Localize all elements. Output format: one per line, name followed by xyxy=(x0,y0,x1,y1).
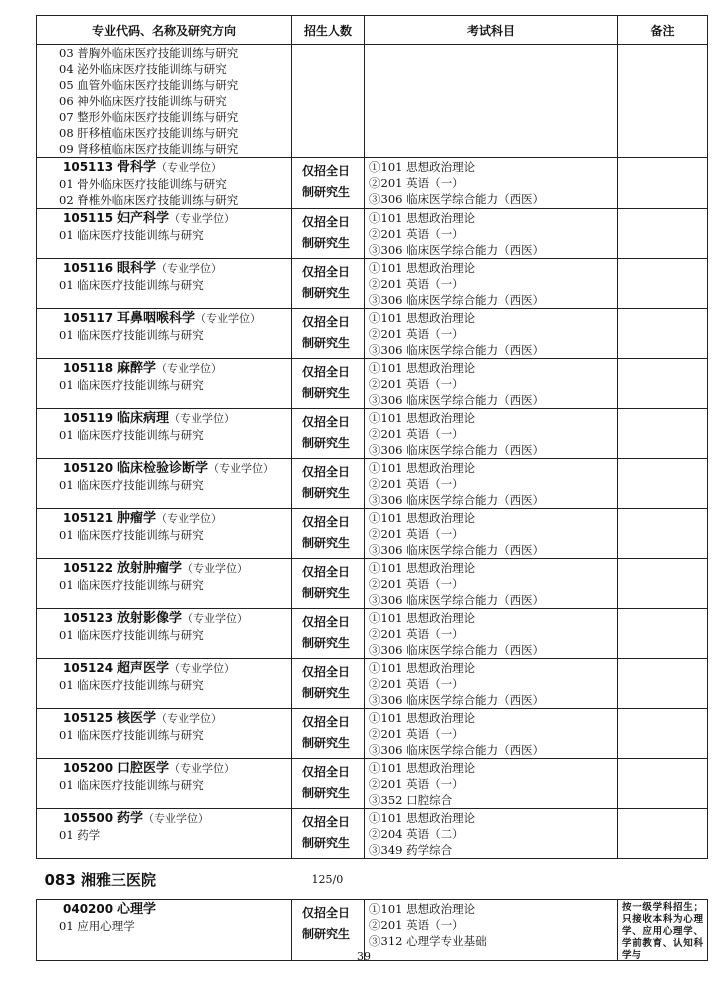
exam-cell xyxy=(365,609,618,659)
direction-line: 01 临床医疗技能训练与研究 xyxy=(59,478,204,492)
major-heading xyxy=(37,900,291,918)
enroll-text xyxy=(292,209,364,254)
exam-item: ①101 思想政治理论 xyxy=(369,661,476,675)
exam-item: ③306 临床医学综合能力（西医） xyxy=(369,543,545,557)
direction-line: 01 临床医疗技能训练与研究 xyxy=(59,778,204,792)
note-cell xyxy=(618,359,708,409)
exam-item: ③349 药学综合 xyxy=(369,843,453,857)
exam-cell xyxy=(365,559,618,609)
enroll-line: 制研究生 xyxy=(302,786,351,800)
major-type: （专业学位） xyxy=(155,262,222,275)
direction-line: 01 骨外临床医疗技能训练与研究 xyxy=(59,177,227,191)
table-row-major xyxy=(37,409,708,459)
enroll-cell xyxy=(292,209,365,259)
major-heading xyxy=(37,609,291,627)
enroll-line: 制研究生 xyxy=(302,736,351,750)
major-heading xyxy=(37,759,291,777)
enroll-cell xyxy=(292,459,365,509)
enroll-line: 制研究生 xyxy=(302,486,351,500)
exam-item: ②201 英语（一） xyxy=(369,277,464,291)
direction-line: 06 神外临床医疗技能训练与研究 xyxy=(59,94,227,108)
major-code: 105121 xyxy=(63,511,114,525)
major-heading xyxy=(37,409,291,427)
major-heading xyxy=(37,209,291,227)
major-type: （专业学位） xyxy=(181,612,248,625)
exam-item: ③306 临床医学综合能力（西医） xyxy=(369,243,545,257)
exam-item: ②201 英语（一） xyxy=(369,577,464,591)
exam-item: ③352 口腔综合 xyxy=(369,793,453,807)
major-code: 105123 xyxy=(63,611,114,625)
enroll-line: 制研究生 xyxy=(302,836,351,850)
exam-list xyxy=(365,659,617,708)
enroll-text xyxy=(292,709,364,754)
major-type: （专业学位） xyxy=(168,412,235,425)
major-type: （专业学位） xyxy=(194,312,261,325)
direction-line: 05 血管外临床医疗技能训练与研究 xyxy=(59,78,239,92)
exam-item: ③306 临床医学综合能力（西医） xyxy=(369,443,545,457)
note-cell xyxy=(618,209,708,259)
exam-list xyxy=(365,459,617,508)
direction-line: 01 临床医疗技能训练与研究 xyxy=(59,428,204,442)
major-cell xyxy=(37,609,292,659)
exam-item: ②204 英语（二） xyxy=(369,827,464,841)
exam-cell xyxy=(365,158,618,209)
exam-list xyxy=(365,509,617,558)
exam-cell xyxy=(365,409,618,459)
enroll-line: 仅招全日 xyxy=(302,215,351,229)
major-cell xyxy=(37,709,292,759)
direction-line: 01 临床医疗技能训练与研究 xyxy=(59,678,204,692)
exam-item: ③306 临床医学综合能力（西医） xyxy=(369,192,545,206)
note-cell xyxy=(618,659,708,709)
major-name: 耳鼻咽喉科学 xyxy=(116,311,195,326)
continued-directions-cell xyxy=(37,45,292,158)
major-heading xyxy=(37,509,291,527)
major-name: 核医学 xyxy=(116,711,156,726)
enroll-text xyxy=(292,809,364,854)
enroll-line: 制研究生 xyxy=(302,436,351,450)
exam-cell xyxy=(365,759,618,809)
enroll-cell xyxy=(292,559,365,609)
exam-item: ①101 思想政治理论 xyxy=(369,711,476,725)
school-row xyxy=(37,859,708,900)
exam-item: ③306 临床医学综合能力（西医） xyxy=(369,293,545,307)
major-name: 麻醉学 xyxy=(116,361,156,376)
major-heading xyxy=(37,359,291,377)
exam-item: ②201 英语（一） xyxy=(369,527,464,541)
major-name: 药学 xyxy=(116,811,143,826)
exam-cell xyxy=(365,659,618,709)
enroll-line: 仅招全日 xyxy=(302,815,351,829)
major-code: 105119 xyxy=(63,411,114,425)
direction-line: 01 临床医疗技能训练与研究 xyxy=(59,728,204,742)
exam-item: ③306 临床医学综合能力（西医） xyxy=(369,343,545,357)
major-heading xyxy=(37,559,291,577)
header-major: 专业代码、名称及研究方向 xyxy=(37,16,292,45)
exam-item: ③306 临床医学综合能力（西医） xyxy=(369,693,545,707)
enroll-text xyxy=(292,900,364,945)
major-name: 临床检验诊断学 xyxy=(116,461,208,476)
exam-list xyxy=(365,359,617,408)
exam-item: ③306 临床医学综合能力（西医） xyxy=(369,393,545,407)
exam-item: ①101 思想政治理论 xyxy=(369,611,476,625)
enroll-text xyxy=(292,259,364,304)
enroll-line: 仅招全日 xyxy=(302,465,351,479)
major-cell xyxy=(37,158,292,209)
exam-list xyxy=(365,158,617,207)
major-type: （专业学位） xyxy=(168,212,235,225)
major-name: 心理学 xyxy=(116,902,156,917)
direction-line: 01 临床医疗技能训练与研究 xyxy=(59,228,204,242)
major-cell xyxy=(37,659,292,709)
exam-item: ①101 思想政治理论 xyxy=(369,160,476,174)
school-name: 083 湘雅三医院 xyxy=(37,859,292,900)
major-heading xyxy=(37,259,291,277)
admissions-table xyxy=(36,15,708,961)
exam-item: ①101 思想政治理论 xyxy=(369,761,476,775)
document-page xyxy=(36,15,703,961)
major-code: 105122 xyxy=(63,561,114,575)
exam-cell xyxy=(365,45,618,158)
exam-item: ②201 英语（一） xyxy=(369,627,464,641)
enroll-text xyxy=(292,359,364,404)
exam-item: ①101 思想政治理论 xyxy=(369,902,476,916)
table-row-major xyxy=(37,659,708,709)
note-cell xyxy=(618,459,708,509)
exam-list xyxy=(365,900,617,949)
note-cell xyxy=(618,559,708,609)
enroll-text xyxy=(292,459,364,504)
note-cell xyxy=(618,609,708,659)
header-exams: 考试科目 xyxy=(365,16,618,45)
direction-line: 03 普胸外临床医疗技能训练与研究 xyxy=(59,46,239,60)
enroll-cell xyxy=(292,759,365,809)
exam-list xyxy=(365,409,617,458)
direction-line: 02 脊椎外临床医疗技能训练与研究 xyxy=(59,193,239,207)
enroll-text xyxy=(292,158,364,203)
enroll-text xyxy=(292,759,364,804)
major-name: 骨科学 xyxy=(116,160,156,175)
exam-list xyxy=(365,609,617,658)
exam-item: ①101 思想政治理论 xyxy=(369,561,476,575)
enroll-line: 制研究生 xyxy=(302,586,351,600)
page-number: 39 xyxy=(357,950,371,963)
major-cell xyxy=(37,509,292,559)
major-cell xyxy=(37,309,292,359)
exam-item: ②201 英语（一） xyxy=(369,327,464,341)
enroll-line: 制研究生 xyxy=(302,686,351,700)
direction-line: 01 临床医疗技能训练与研究 xyxy=(59,278,204,292)
major-name: 放射肿瘤学 xyxy=(116,561,182,576)
enroll-line: 仅招全日 xyxy=(302,615,351,629)
exam-cell xyxy=(365,309,618,359)
note-cell xyxy=(618,158,708,209)
enroll-cell xyxy=(292,709,365,759)
enroll-line: 仅招全日 xyxy=(302,715,351,729)
exam-list xyxy=(365,259,617,308)
exam-item: ②201 英语（一） xyxy=(369,918,464,932)
major-name: 妇产科学 xyxy=(116,211,169,226)
major-cell xyxy=(37,559,292,609)
direction-line: 01 临床医疗技能训练与研究 xyxy=(59,328,204,342)
major-type: （专业学位） xyxy=(207,462,274,475)
enroll-text xyxy=(292,309,364,354)
table-row-major xyxy=(37,809,708,859)
enroll-line: 仅招全日 xyxy=(302,415,351,429)
enroll-line: 仅招全日 xyxy=(302,265,351,279)
note-cell xyxy=(618,809,708,859)
direction-line: 07 整形外临床医疗技能训练与研究 xyxy=(59,110,239,124)
table-row-major xyxy=(37,609,708,659)
enroll-cell xyxy=(292,309,365,359)
exam-item: ①101 思想政治理论 xyxy=(369,261,476,275)
enroll-line: 仅招全日 xyxy=(302,164,351,178)
major-name: 超声医学 xyxy=(116,661,169,676)
major-heading xyxy=(37,659,291,677)
exam-list xyxy=(365,559,617,608)
enroll-line: 制研究生 xyxy=(302,386,351,400)
major-heading xyxy=(37,709,291,727)
major-type: （专业学位） xyxy=(168,662,235,675)
table-row-major xyxy=(37,158,708,209)
note-cell xyxy=(618,509,708,559)
enroll-text xyxy=(292,609,364,654)
major-type: （专业学位） xyxy=(168,762,235,775)
note-text: 按一级学科招生；只接收本科为心理学、应用心理学、学前教育、认知科学与 xyxy=(622,902,703,960)
exam-item: ②201 英语（一） xyxy=(369,427,464,441)
exam-item: ①101 思想政治理论 xyxy=(369,311,476,325)
major-code: 105117 xyxy=(63,311,114,325)
direction-line: 01 临床医疗技能训练与研究 xyxy=(59,378,204,392)
table-row-major xyxy=(37,709,708,759)
major-code: 040200 xyxy=(63,902,114,916)
table-row-major xyxy=(37,359,708,409)
table-row-continued xyxy=(37,45,708,158)
exam-item: ③306 临床医学综合能力（西医） xyxy=(369,493,545,507)
major-heading xyxy=(37,309,291,327)
enroll-line: 仅招全日 xyxy=(302,315,351,329)
exam-list xyxy=(365,709,617,758)
note-cell xyxy=(618,759,708,809)
direction-line: 01 临床医疗技能训练与研究 xyxy=(59,628,204,642)
major-code: 105200 xyxy=(63,761,114,775)
exam-item: ③306 临床医学综合能力（西医） xyxy=(369,743,545,757)
enroll-text xyxy=(292,409,364,454)
direction-line: 01 临床医疗技能训练与研究 xyxy=(59,578,204,592)
exam-item: ②201 英语（一） xyxy=(369,477,464,491)
exam-list xyxy=(365,759,617,808)
exam-item: ①101 思想政治理论 xyxy=(369,511,476,525)
enroll-line: 制研究生 xyxy=(302,185,351,199)
table-row-major xyxy=(37,209,708,259)
major-code: 105125 xyxy=(63,711,114,725)
exam-item: ①101 思想政治理论 xyxy=(369,411,476,425)
major-code: 105124 xyxy=(63,661,114,675)
enroll-cell xyxy=(292,158,365,209)
major-cell xyxy=(37,259,292,309)
major-name: 口腔医学 xyxy=(116,761,169,776)
exam-item: ②201 英语（一） xyxy=(369,727,464,741)
exam-item: ①101 思想政治理论 xyxy=(369,211,476,225)
enroll-line: 仅招全日 xyxy=(302,906,351,920)
major-cell xyxy=(37,759,292,809)
exam-cell xyxy=(365,509,618,559)
table-row-major xyxy=(37,309,708,359)
major-heading xyxy=(37,158,291,176)
major-type: （专业学位） xyxy=(142,812,209,825)
table-row-major xyxy=(37,459,708,509)
enroll-line: 制研究生 xyxy=(302,536,351,550)
exam-item: ①101 思想政治理论 xyxy=(369,361,476,375)
note-cell xyxy=(618,309,708,359)
note-cell xyxy=(618,409,708,459)
exam-list xyxy=(365,209,617,258)
exam-item: ③312 心理学专业基础 xyxy=(369,934,487,948)
exam-item: ②201 英语（一） xyxy=(369,377,464,391)
enroll-cell xyxy=(292,359,365,409)
header-notes: 备注 xyxy=(618,16,708,45)
exam-item: ①101 思想政治理论 xyxy=(369,461,476,475)
direction-line: 01 应用心理学 xyxy=(59,919,135,933)
exam-cell xyxy=(365,359,618,409)
note-cell xyxy=(618,709,708,759)
major-name: 眼科学 xyxy=(116,261,156,276)
direction-line: 04 泌外临床医疗技能训练与研究 xyxy=(59,62,227,76)
enroll-cell xyxy=(292,509,365,559)
exam-cell xyxy=(365,209,618,259)
enroll-cell xyxy=(292,809,365,859)
enroll-line: 仅招全日 xyxy=(302,365,351,379)
enroll-text xyxy=(292,659,364,704)
enroll-line: 制研究生 xyxy=(302,236,351,250)
major-name: 临床病理 xyxy=(116,411,169,426)
major-cell xyxy=(37,809,292,859)
major-name: 放射影像学 xyxy=(116,611,182,626)
enroll-text xyxy=(292,559,364,604)
exam-item: ②201 英语（一） xyxy=(369,227,464,241)
major-type: （专业学位） xyxy=(155,362,222,375)
major-heading xyxy=(37,459,291,477)
major-cell xyxy=(37,459,292,509)
enroll-cell xyxy=(292,409,365,459)
major-code: 105116 xyxy=(63,261,114,275)
major-type: （专业学位） xyxy=(155,712,222,725)
table-row-major xyxy=(37,509,708,559)
exam-item: ③306 临床医学综合能力（西医） xyxy=(369,643,545,657)
header-enroll: 招生人数 xyxy=(292,16,365,45)
major-cell xyxy=(37,409,292,459)
school-quota: 125/0 xyxy=(292,859,708,900)
major-code: 105120 xyxy=(63,461,114,475)
enroll-cell xyxy=(292,609,365,659)
major-type: （专业学位） xyxy=(155,512,222,525)
enroll-line: 制研究生 xyxy=(302,636,351,650)
exam-item: ①101 思想政治理论 xyxy=(369,811,476,825)
enroll-text xyxy=(292,509,364,554)
major-cell xyxy=(37,359,292,409)
direction-line: 01 药学 xyxy=(59,828,101,842)
note-cell xyxy=(618,45,708,158)
major-code: 105115 xyxy=(63,211,114,225)
exam-item: ②201 英语（一） xyxy=(369,677,464,691)
table-row-major xyxy=(37,559,708,609)
table-row-major xyxy=(37,259,708,309)
direction-line: 01 临床医疗技能训练与研究 xyxy=(59,528,204,542)
major-type: （专业学位） xyxy=(155,161,222,174)
enroll-line: 制研究生 xyxy=(302,927,351,941)
exam-cell xyxy=(365,809,618,859)
major-cell xyxy=(37,209,292,259)
major-code: 105500 xyxy=(63,811,114,825)
major-heading xyxy=(37,809,291,827)
enroll-line: 仅招全日 xyxy=(302,515,351,529)
direction-line: 08 肝移植临床医疗技能训练与研究 xyxy=(59,126,239,140)
exam-item: ②201 英语（一） xyxy=(369,777,464,791)
enroll-line: 制研究生 xyxy=(302,286,351,300)
major-code: 105118 xyxy=(63,361,114,375)
enroll-line: 仅招全日 xyxy=(302,565,351,579)
enroll-line: 仅招全日 xyxy=(302,665,351,679)
note-cell xyxy=(618,259,708,309)
exam-item: ③306 临床医学综合能力（西医） xyxy=(369,593,545,607)
exam-cell xyxy=(365,709,618,759)
major-name: 肿瘤学 xyxy=(116,511,156,526)
enroll-line: 仅招全日 xyxy=(302,765,351,779)
direction-line: 09 肾移植临床医疗技能训练与研究 xyxy=(59,142,239,156)
exam-cell xyxy=(365,259,618,309)
exam-list xyxy=(365,309,617,358)
major-type: （专业学位） xyxy=(181,562,248,575)
enroll-cell xyxy=(292,259,365,309)
table-header-row xyxy=(37,16,708,45)
enroll-cell xyxy=(292,45,365,158)
exam-cell xyxy=(365,459,618,509)
enroll-line: 制研究生 xyxy=(302,336,351,350)
exam-item: ②201 英语（一） xyxy=(369,176,464,190)
exam-list xyxy=(365,809,617,858)
major-code: 105113 xyxy=(63,160,114,174)
table-row-major xyxy=(37,759,708,809)
enroll-cell xyxy=(292,659,365,709)
